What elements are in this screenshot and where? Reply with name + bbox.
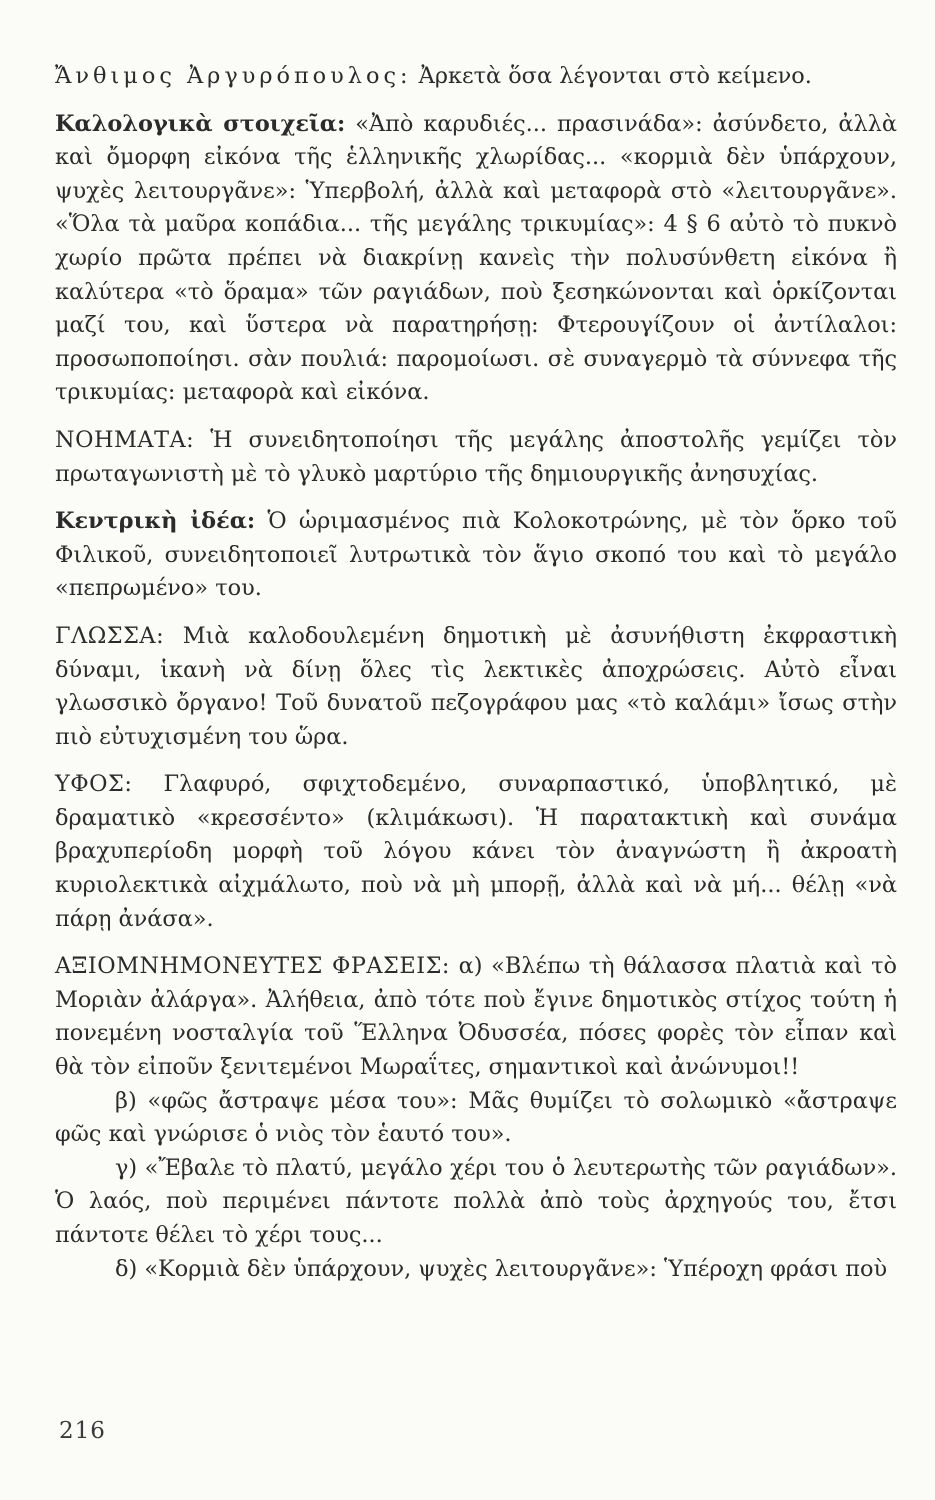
kalologika-text: «Ἀπὸ καρυδιές... πρασινάδα»: ἀσύνδετο, ἀλλὰ καὶ ὄμορφη εἰκόνα τῆς ἑλληνικῆς χλωρίδας... «κορμιὰ δὲν ὑπάρχουν, ψυχὲς λειτουργᾶνε»: Ὑπερβολή, ἀλλὰ καὶ μεταφορὰ στὸ «λειτουργᾶνε». «Ὅλα τὰ μαῦρα κοπάδια... τῆς μεγάλης τρικυμίας»: 4 § 6 αὐτὸ τὸ πυκνὸ χωρίο πρῶτα πρέπει νὰ διακρίνῃ κανεὶς τὴν πολυσύνθετη εἰκόνα ἢ καλύτερα «τὸ ὅραμα» τῶν ραγιάδων, ποὺ ξεσηκώνονται καὶ ὁρκίζονται μαζί του, καὶ ὕστερα νὰ παρατηρήσῃ: Φτερουγίζουν οἱ ἀντίλαλοι: προσωποποίησι. σὰν πουλιά: παρομοίωσι. σὲ συναγερμὸ τὰ σύννεφα τῆς τρικυμίας: μεταφορὰ καὶ εἰκόνα. xyxy=(55,110,897,406)
yfos-text: Γλαφυρό, σφιχτοδεμένο, συναρπαστικό, ὑποβλητικό, μὲ δραματικὸ «κρεσσέντο» (κλιμάκωσι). Ἡ παρατακτικὴ καὶ συνάμα βραχυπερίοδη μορφὴ τοῦ λόγου κάνει τὸν ἀναγνώστη ἢ ἀκροατὴ κυριολεκτικὰ αἰχμάλωτο, ποὺ νὰ μὴ μπορῇ, ἀλλὰ καὶ νὰ μή... θέλῃ «νὰ πάρῃ ἀνάσα». xyxy=(55,771,897,932)
axiomnimoneytes-heading: ΑΞΙΟΜΝΗΜΟΝΕΥΤΕΣ ΦΡΑΣΕΙΣ: xyxy=(55,953,450,980)
page-content xyxy=(55,60,897,1460)
paragraph-delta: δ) «Κορμιὰ δὲν ὑπάρχουν, ψυχὲς λειτουργᾶνε»: Ὑπέροχη φράσι ποὺ xyxy=(115,1255,888,1282)
paragraph-glossa xyxy=(55,620,897,754)
yfos-heading: ΥΦΟΣ: xyxy=(55,771,133,798)
kalologika-heading: Καλολογικὰ στοιχεῖα: xyxy=(55,110,346,137)
page-number: 216 xyxy=(59,1418,106,1444)
author-text: Ἀρκετὰ ὅσα λέγονται στὸ κείμενο. xyxy=(411,63,812,89)
paragraph-yfos xyxy=(55,768,897,936)
axiomnimoneytes-text: α) «Βλέπω τὴ θάλασσα πλατιὰ καὶ τὸ Μοριὰν ἀλάργα». Ἀλήθεια, ἀπὸ τότε ποὺ ἔγινε δημοτικὸς στίχος τούτη ἡ πονεμένη νοσταλγία τοῦ Ἕλληνα Ὀδυσσέα, πόσες φορὲς τὸν εἶπαν καὶ θὰ τὸν εἰποῦν ξενιτεμένοι Μωραΐτες, σημαντικοὶ καὶ ἀνώνυμοι!! xyxy=(55,953,897,1081)
paragraph-axiomnimoneytes xyxy=(55,950,897,1084)
noimata-text: Ἡ συνειδητοποίησι τῆς μεγάλης ἀποστολῆς γεμίζει τὸν πρωταγωνιστὴ μὲ τὸ γλυκὸ μαρτύριο τῆς δημιουργικῆς ἀνησυχίας. xyxy=(55,426,897,487)
paragraph-author xyxy=(55,60,897,94)
paragraph-kentriki-idea xyxy=(55,505,897,606)
paragraph-beta: β) «φῶς ἄστραψε μέσα του»: Μᾶς θυμίζει τὸ σολωμικὸ «ἄστραψε φῶς καὶ γνώρισε ὁ νιὸς τὸν ἑαυτό του». xyxy=(55,1087,897,1148)
kentriki-idea-heading: Κεντρικὴ ἰδέα: xyxy=(55,508,256,535)
glossa-text: Μιὰ καλοδουλεμένη δημοτικὴ μὲ ἀσυνήθιστη ἐκφραστικὴ δύναμι, ἱκανὴ νὰ δίνῃ ὅλες τὶς λεκτικὲς ἀποχρώσεις. Αὐτὸ εἶναι γλωσσικὸ ὄργανο! Τοῦ δυνατοῦ πεζογράφου μας «τὸ καλάμι» ἴσως στὴν πιὸ εὐτυχισμένη του ὥρα. xyxy=(55,622,897,750)
noimata-heading: ΝΟΗΜΑΤΑ: xyxy=(55,426,195,453)
paragraph-kalologika xyxy=(55,108,897,410)
glossa-heading: ΓΛΩΣΣΑ: xyxy=(55,622,165,649)
paragraph-noimata xyxy=(55,424,897,491)
paragraph-gamma: γ) «Ἔβαλε τὸ πλατύ, μεγάλο χέρι του ὁ λευτερωτὴς τῶν ραγιάδων». Ὁ λαός, ποὺ περιμένει πάντοτε πολλὰ ἀπὸ τοὺς ἀρχηγούς του, ἔτσι πάντοτε θέλει τὸ χέρι τους... xyxy=(55,1154,897,1248)
kentriki-idea-text: Ὁ ὡριμασμένος πιὰ Κολοκοτρώνης, μὲ τὸν ὅρκο τοῦ Φιλικοῦ, συνειδητοποιεῖ λυτρωτικὰ τὸν ἅγιο σκοπό του καὶ τὸ μεγάλο «πεπρωμένο» του. xyxy=(55,508,897,602)
author-name: Ἄνθιμος Ἀργυρόπουλος: xyxy=(55,63,412,89)
